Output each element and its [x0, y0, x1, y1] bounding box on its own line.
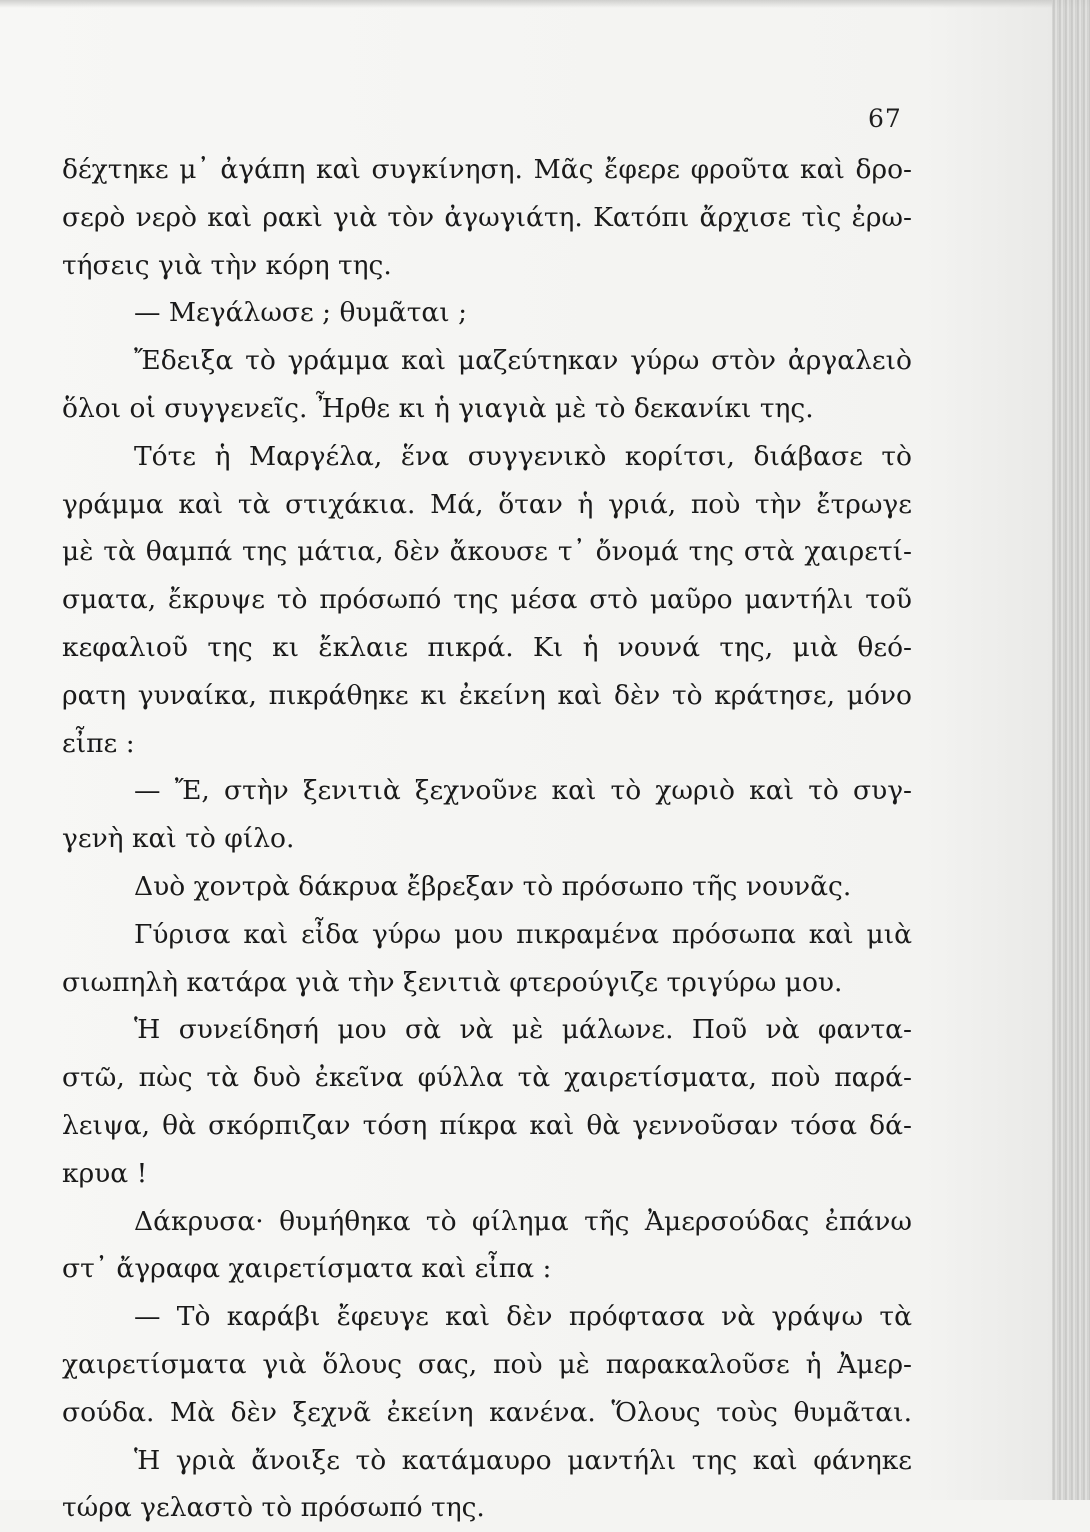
- text-line: Τότε ἡ Μαργέλα, ἕνα συγγενικὸ κορίτσι, διάβασε τὸ: [134, 440, 912, 472]
- text-line: — Μεγάλωσε ; θυμᾶται ;: [134, 297, 467, 329]
- text-line: γράμμα καὶ τὰ στιχάκια. Μά, ὅταν ἡ γριά, ποὺ τὴν ἔτρωγε: [62, 488, 912, 520]
- text-line: — Ἔ, στὴν ξενιτιὰ ξεχνοῦνε καὶ τὸ χωριὸ καὶ τὸ συγ-: [134, 775, 912, 807]
- text-line: τώρα γελαστὸ τὸ πρόσωπό της.: [62, 1492, 485, 1524]
- text-line: ὅλοι οἱ συγγενεῖς. Ἦρθε κι ἡ γιαγιὰ μὲ τὸ δεκανίκι της.: [62, 392, 814, 424]
- page-number: 67: [868, 104, 902, 133]
- text-line: — Τὸ καράβι ἔφευγε καὶ δὲν πρόφτασα νὰ γράψω τὰ: [134, 1301, 912, 1333]
- text-line: δέχτηκε μ᾽ ἀγάπη καὶ συγκίνηση. Μᾶς ἔφερε φροῦτα καὶ δρο-: [62, 154, 912, 185]
- page-edge: [1052, 0, 1090, 1500]
- text-line: Ἔδειξα τὸ γράμμα καὶ μαζεύτηκαν γύρω στὸν ἀργαλειὸ: [134, 345, 912, 377]
- text-line: μὲ τὰ θαμπά της μάτια, δὲν ἄκουσε τ᾽ ὄνομά της στὰ χαιρετί-: [62, 536, 912, 568]
- text-line: λειψα, θὰ σκόρπιζαν τόση πίκρα καὶ θὰ γεννοῦσαν τόσα δά-: [62, 1109, 912, 1141]
- text-line: σιωπηλὴ κατάρα γιὰ τὴν ξενιτιὰ φτερούγιζε τριγύρω μου.: [62, 966, 843, 998]
- text-line: Ἡ συνείδησή μου σὰ νὰ μὲ μάλωνε. Ποῦ νὰ φαντα-: [134, 1014, 912, 1046]
- text-line: Δάκρυσα· θυμήθηκα τὸ φίλημα τῆς Ἀμερσούδας ἐπάνω: [134, 1205, 912, 1237]
- text-line: σματα, ἔκρυψε τὸ πρόσωπό της μέσα στὸ μαῦρο μαντήλι τοῦ: [62, 584, 912, 616]
- text-line: γενὴ καὶ τὸ φίλο.: [62, 823, 295, 855]
- text-line: εἶπε :: [62, 727, 135, 759]
- text-line: κρυα !: [62, 1157, 148, 1189]
- text-line: κεφαλιοῦ της κι ἔκλαιε πικρά. Κι ἡ νουνά της, μιὰ θεό-: [62, 631, 912, 663]
- body-text: [62, 146, 912, 1532]
- text-line: ρατη γυναίκα, πικράθηκε κι ἐκείνη καὶ δὲν τὸ κράτησε, μόνο: [62, 679, 912, 711]
- text-line: στῶ, πὼς τὰ δυὸ ἐκεῖνα φύλλα τὰ χαιρετίσματα, ποὺ παρά-: [62, 1062, 912, 1094]
- text-line: σερὸ νερὸ καὶ ρακὶ γιὰ τὸν ἀγωγιάτη. Κατόπι ἄρχισε τὶς ἐρω-: [62, 201, 912, 233]
- text-line: χαιρετίσματα γιὰ ὅλους σας, ποὺ μὲ παρακαλοῦσε ἡ Ἀμερ-: [62, 1348, 912, 1380]
- text-line: τήσεις γιὰ τὴν κόρη της.: [62, 249, 392, 281]
- text-line: σούδα. Μὰ δὲν ξεχνᾶ ἐκείνη κανένα. Ὅλους τοὺς θυμᾶται.: [62, 1396, 912, 1428]
- page-top-shadow: [0, 0, 1090, 8]
- text-line: στ᾽ ἄγραφα χαιρετίσματα καὶ εἶπα :: [62, 1253, 552, 1285]
- text-line: Δυὸ χοντρὰ δάκρυα ἔβρεξαν τὸ πρόσωπο τῆς νουνᾶς.: [134, 870, 852, 902]
- text-line: Γύρισα καὶ εἶδα γύρω μου πικραμένα πρόσωπα καὶ μιὰ: [134, 918, 912, 950]
- text-line: Ἡ γριὰ ἄνοιξε τὸ κατάμαυρο μαντήλι της καὶ φάνηκε: [134, 1444, 912, 1476]
